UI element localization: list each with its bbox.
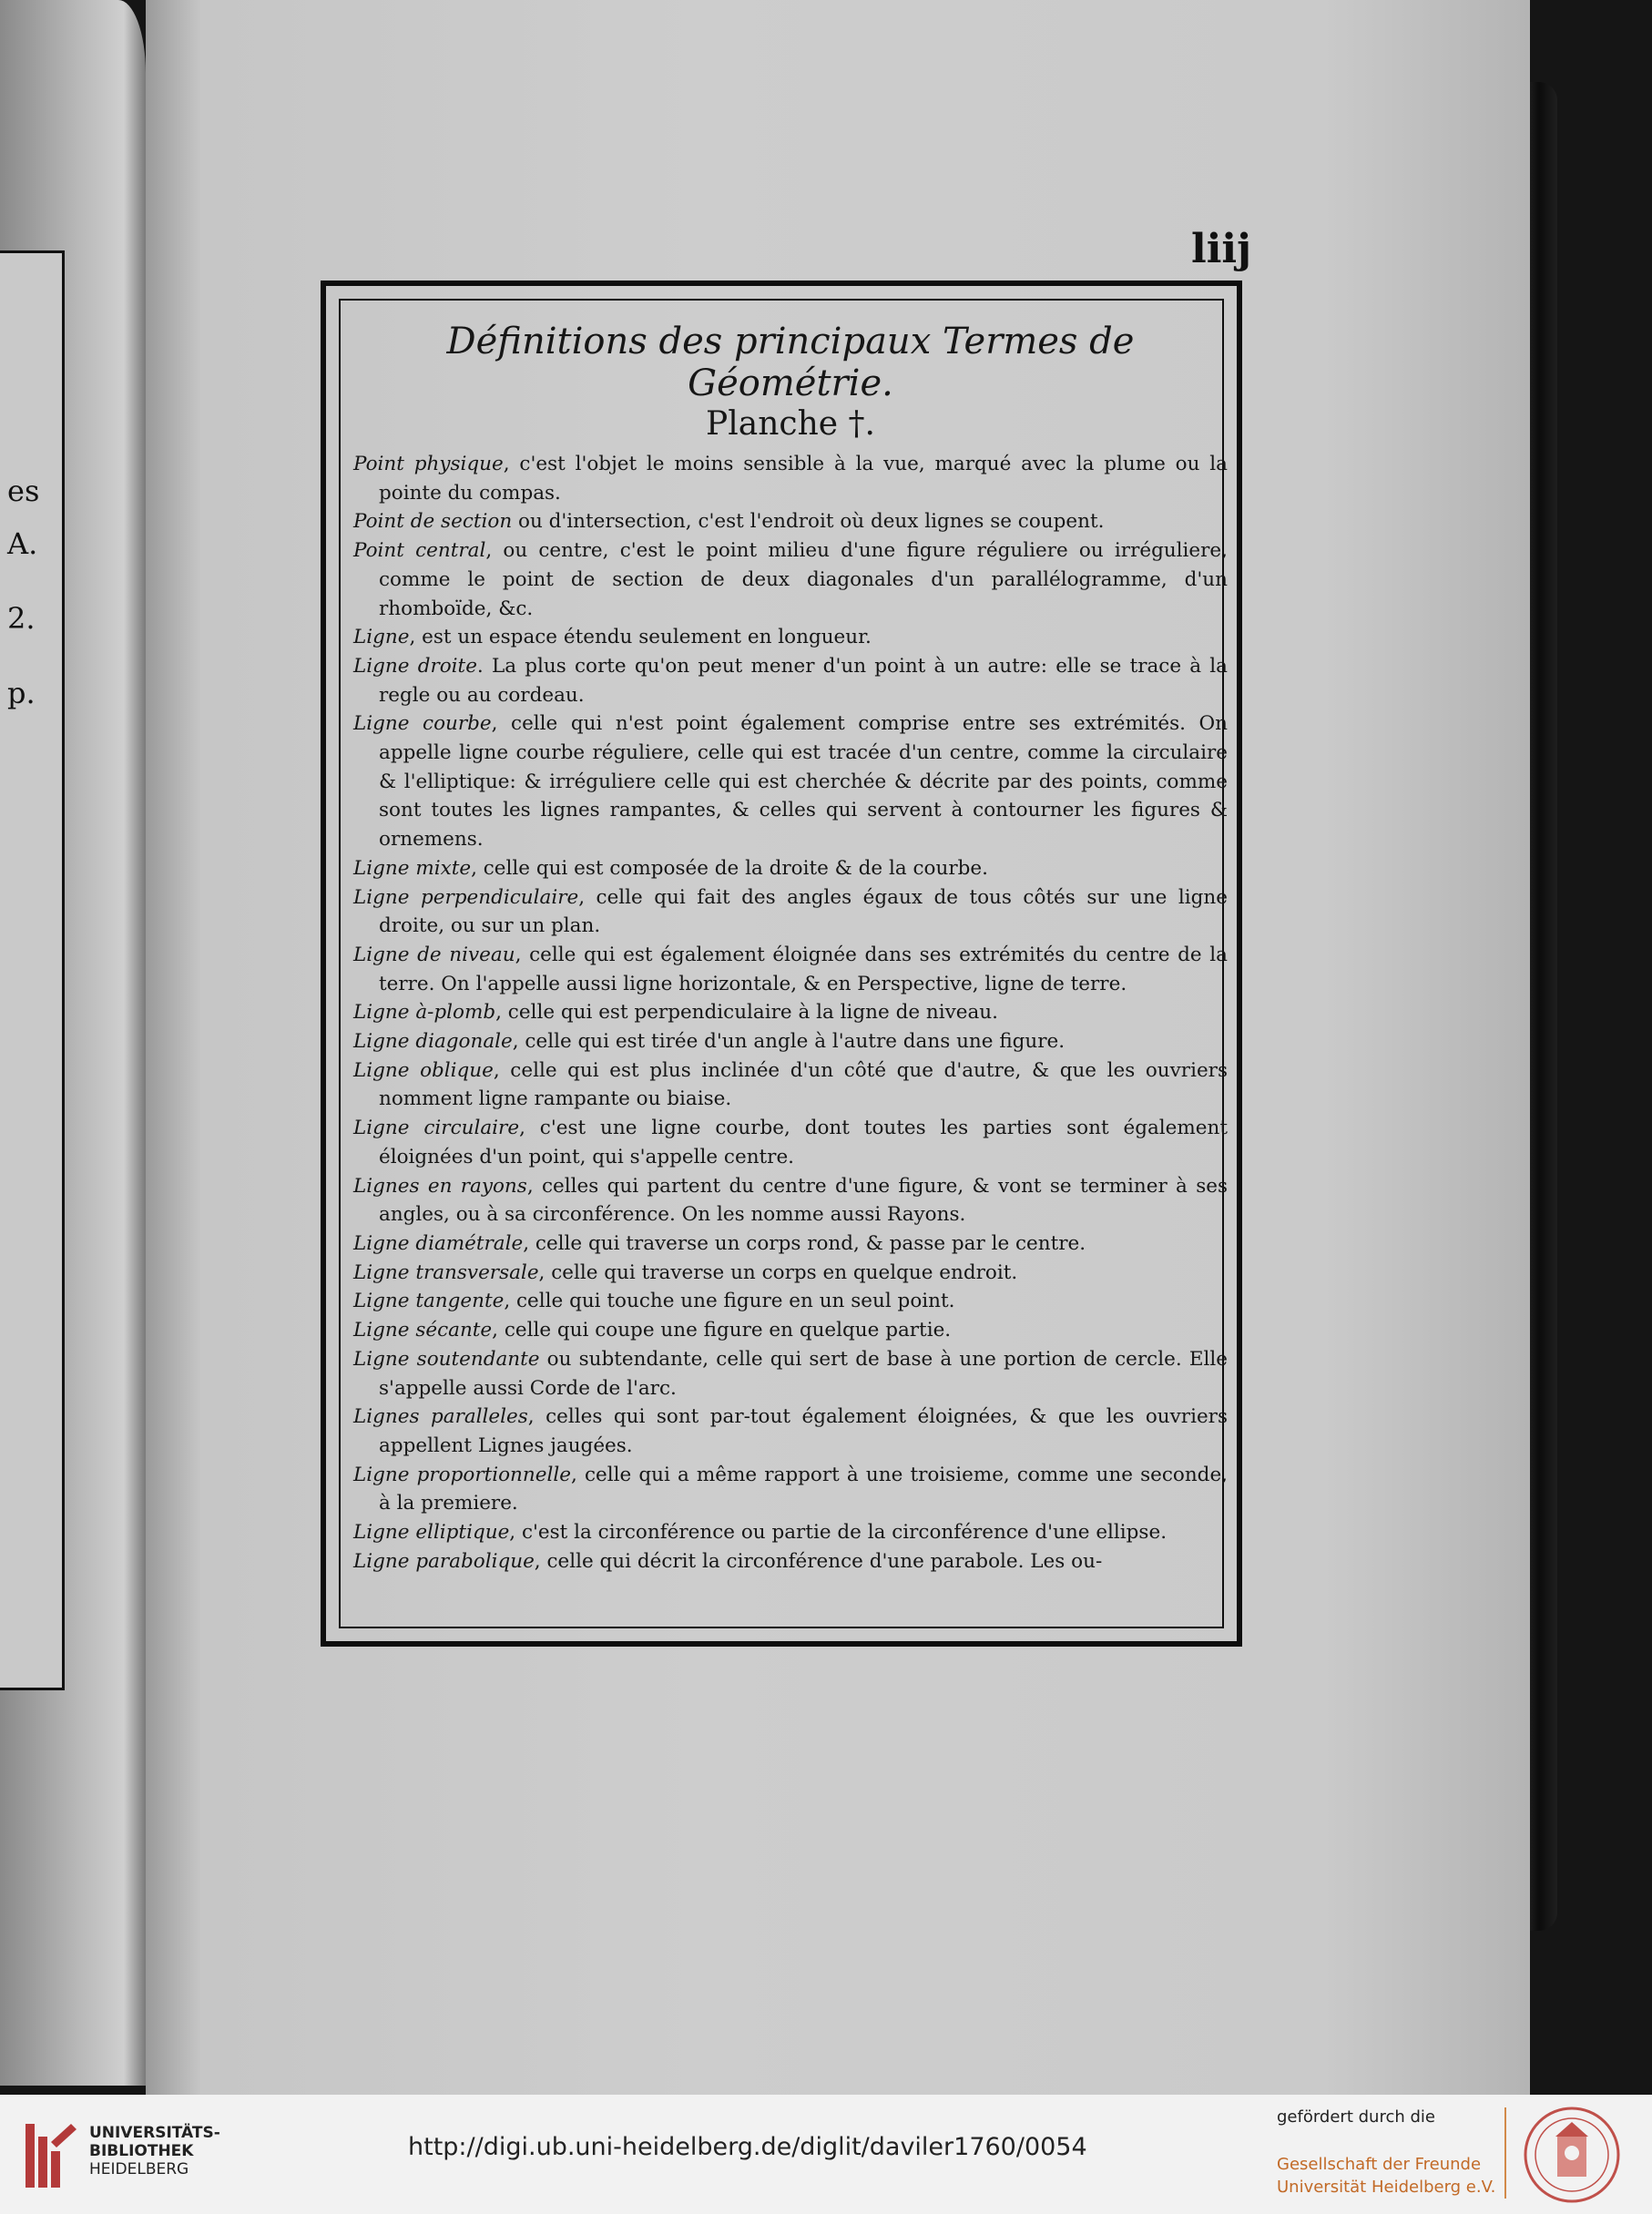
definition-term: Ligne transversale: [353, 1260, 539, 1284]
definition-entry: [353, 1287, 1228, 1316]
definition-entry: [353, 1056, 1228, 1114]
sponsor-name-line: Gesellschaft der Freunde: [1277, 2155, 1482, 2174]
definition-term: Ligne à-plomb: [353, 1001, 496, 1025]
definition-entry: [353, 450, 1228, 507]
definition-entry: [353, 1518, 1228, 1547]
definition-entry: [353, 507, 1228, 536]
definition-entry: [353, 1316, 1228, 1345]
definition-entry: [353, 941, 1228, 998]
definition-text: , celle qui est tirée d'un angle à l'autre dans une figure.: [512, 1030, 1066, 1054]
definition-text: , c'est l'objet le moins sensible à la vue, marqué avec la plume ou la pointe du compas.: [379, 453, 1228, 505]
definition-term: Ligne perpendiculaire: [353, 885, 579, 909]
definition-text: , celle qui est perpendiculaire à la ligne de niveau.: [495, 1001, 998, 1025]
left-page: [0, 0, 146, 2086]
definition-entry: [353, 1461, 1228, 1518]
definition-text: , celle qui n'est point également comprise entre ses extrémités. On appelle ligne courbe réguliere, celle qui est tracée d'un centre, comme la circulaire & l'elliptique: & irréguliere celle qui est cherchée & décrite par des points, comme sont toutes les lignes rampantes, & celles qui servent à contourner les figures & ornemens.: [379, 712, 1228, 852]
definition-term: Lignes paralleles: [353, 1405, 528, 1429]
definition-list: [353, 450, 1228, 1576]
footer-divider: [1504, 2107, 1506, 2199]
definition-text: ou subtendante, celle qui sert de base à une portion de cercle. Elle s'appelle aussi Corde de l'arc.: [379, 1347, 1228, 1400]
page-content: [353, 321, 1228, 1576]
definition-text: , celle qui touche une figure en un seul point.: [504, 1290, 955, 1313]
university-seal-icon: [1523, 2106, 1621, 2204]
definition-text: ou d'intersection, c'est l'endroit où deux lignes se coupent.: [512, 510, 1105, 534]
definition-entry: [353, 854, 1228, 883]
library-name-line: UNIVERSITÄTS-: [89, 2124, 220, 2142]
library-name-line: HEIDELBERG: [89, 2160, 189, 2178]
page-title: Définitions des principaux Termes de Géométrie.: [446, 321, 1135, 404]
definition-term: Ligne courbe: [353, 712, 492, 736]
definition-term: Ligne circulaire: [353, 1117, 520, 1140]
definition-entry: [353, 1345, 1228, 1403]
library-logo-icon: [20, 2115, 76, 2193]
definition-entry: [353, 1229, 1228, 1259]
library-name-line: BIBLIOTHEK: [89, 2142, 194, 2160]
definition-text: , celle qui traverse un corps rond, & passe par le centre.: [523, 1231, 1086, 1255]
definition-text: , celle qui traverse un corps en quelque endroit.: [538, 1260, 1018, 1284]
definition-term: Ligne proportionnelle: [353, 1463, 571, 1486]
definition-term: Point central: [353, 539, 486, 563]
definition-term: Ligne diamétrale: [353, 1231, 524, 1255]
definition-term: Ligne soutendante: [353, 1347, 540, 1371]
definition-text: , ou centre, c'est le point milieu d'une figure réguliere ou irréguliere, comme le point de section de deux diagonales d'un parallélogramme, d'un rhomboïde, &c.: [379, 539, 1228, 620]
definition-entry: [353, 1547, 1228, 1576]
definition-text: , celle qui décrit la circonférence d'une parabole. Les ou-: [534, 1549, 1103, 1573]
definition-text: , celle qui coupe une figure en quelque partie.: [492, 1319, 952, 1342]
definition-term: Ligne diagonale: [353, 1030, 513, 1054]
sponsor-name-line: Universität Heidelberg e.V.: [1277, 2178, 1496, 2197]
footer-bar: [0, 2095, 1652, 2214]
definition-term: Ligne: [353, 626, 410, 649]
definition-term: Ligne elliptique: [353, 1521, 510, 1545]
definition-term: Ligne tangente: [353, 1290, 505, 1313]
page-number: liij: [1191, 226, 1252, 272]
sponsor-label: gefördert durch die: [1277, 2107, 1435, 2127]
sponsor-name: [1277, 2153, 1495, 2199]
definition-text: , celle qui fait des angles égaux de tous côtés sur une ligne droite, ou sur un plan.: [379, 885, 1228, 938]
definition-entry: [353, 998, 1228, 1027]
left-page-frame: [0, 250, 65, 1690]
definition-text: , celle qui est également éloignée dans ses extrémités du centre de la terre. On l'appelle aussi ligne horizontale, & en Perspective, ligne de terre.: [379, 943, 1228, 995]
definition-term: Point de section: [353, 510, 513, 534]
definition-text: , celles qui sont par-tout également éloignées, & que les ouvriers appellent Lignes jaugées.: [379, 1405, 1228, 1457]
definition-text: , celle qui est plus inclinée d'un côté que d'autre, & que les ouvriers nomment ligne rampante ou biaise.: [379, 1058, 1228, 1111]
definition-entry: [353, 1114, 1228, 1171]
definition-text: , c'est la circonférence ou partie de la circonférence d'une ellipse.: [509, 1521, 1168, 1545]
definition-entry: [353, 536, 1228, 623]
permalink-url[interactable]: http://digi.ub.uni-heidelberg.de/diglit/daviler1760/0054: [408, 2133, 1087, 2161]
definition-term: Ligne sécante: [353, 1319, 493, 1342]
definition-term: Ligne parabolique: [353, 1549, 535, 1573]
left-page-fragment: 2.: [7, 601, 36, 636]
definition-entry: [353, 1259, 1228, 1288]
definition-term: Ligne mixte: [353, 856, 472, 880]
definition-term: Ligne oblique: [353, 1058, 494, 1082]
definition-entry: [353, 709, 1228, 854]
definition-term: Lignes en rayons: [353, 1174, 527, 1198]
definition-text: , c'est une ligne courbe, dont toutes les parties sont également éloignées d'un point, qui s'appelle centre.: [379, 1117, 1228, 1168]
left-page-fragment: p.: [7, 676, 36, 710]
definition-term: Ligne de niveau: [353, 943, 515, 966]
left-page-fragment: A.: [7, 526, 38, 561]
left-page-fragment: es: [7, 474, 40, 508]
definition-text: , celle qui a même rapport à une troisieme, comme une seconde, à la premiere.: [379, 1463, 1229, 1515]
definition-text: , celle qui est composée de la droite & de la courbe.: [471, 856, 988, 880]
definition-entry: [353, 652, 1228, 709]
definition-text: , celles qui partent du centre d'une figure, & vont se terminer à ses angles, ou à sa circonférence. On les nomme aussi Rayons.: [379, 1174, 1228, 1227]
definition-term: Point physique: [353, 453, 504, 475]
definition-entry: [353, 883, 1228, 941]
definition-entry: [353, 1172, 1228, 1229]
definition-text: . La plus corte qu'on peut mener d'un point à un autre: elle se trace à la regle ou au cordeau.: [379, 654, 1228, 707]
definition-entry: [353, 623, 1228, 652]
definition-entry: [353, 1403, 1228, 1460]
page-subtitle: Planche †.: [706, 405, 875, 443]
definition-term: Ligne droite: [353, 654, 477, 678]
definition-entry: [353, 1027, 1228, 1056]
library-name: [89, 2124, 220, 2178]
definition-text: , est un espace étendu seulement en longueur.: [409, 626, 872, 649]
